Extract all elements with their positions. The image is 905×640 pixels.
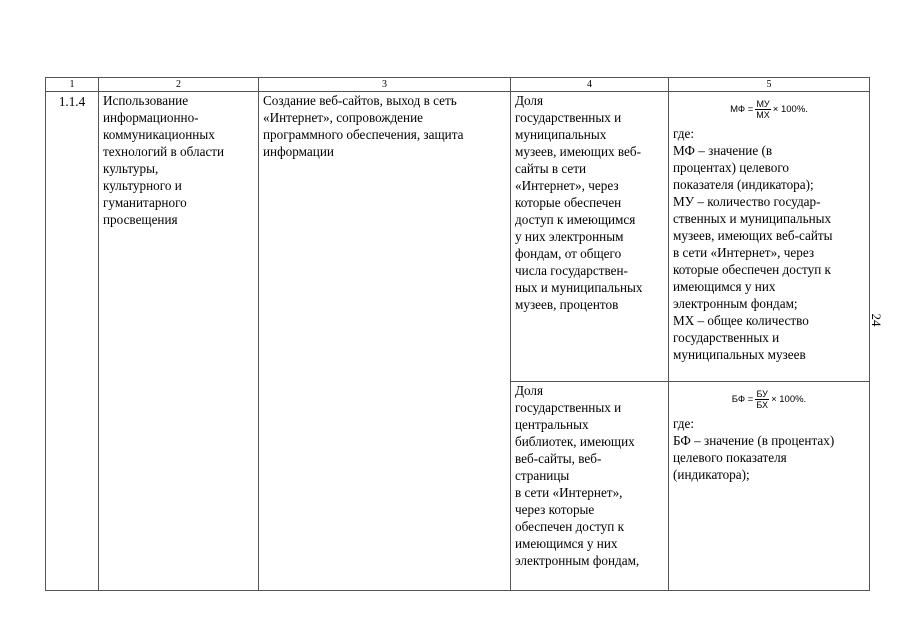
formula-denominator: МХ [756,109,770,120]
column-number-2: 2 [99,78,259,92]
libraries-explanation: где: БФ – значение (в процентах) целевого показателя (индикатора); [673,416,835,482]
museums-formula [673,93,865,125]
indicator-museums-method [669,92,870,382]
table-row [46,92,870,382]
column-number-3: 3 [259,78,511,92]
page-number: 24 [869,313,884,327]
formula-lhs: БФ = [731,393,754,405]
formula-numerator: БУ [756,388,768,399]
formula-numerator: МУ [756,98,770,109]
table-header-row [46,78,870,92]
museums-explanation: где: МФ – значение (в процентах) целевого показателя (индикатора); МУ – количество государ- ственных и муниципальных музеев, имеющих веб-сайты в сети «Интернет», через которые обеспечен доступ к имеющимся у них электронным фондам; МХ – общее количество государственных и муниципальных музеев [673,126,833,362]
formula-rhs: × 100%. [771,393,807,405]
measure-name-cell: Использование информационно- коммуникационных технологий в области культуры, культурного и гуманитарного просвещения [99,92,259,591]
activity-cell: Создание веб-сайтов, выход в сеть «Интернет», сопровождение программного обеспечения, защита информации [259,92,511,591]
row-number-cell: 1.1.4 [46,92,99,591]
column-number-1: 1 [46,78,99,92]
formula-lhs: МФ = [730,103,754,115]
libraries-formula [673,383,865,415]
column-number-5: 5 [669,78,870,92]
formula-fraction [755,99,771,120]
formula-denominator: БХ [756,399,769,410]
formula-fraction [755,389,769,410]
indicator-libraries-method [669,382,870,591]
indicator-libraries-name: Доля государственных и центральных библиотек, имеющих веб-сайты, веб- страницы в сети «Интернет», через которые обеспечен доступ к имеющимся у них электронным фондам, [511,382,669,591]
formula-rhs: × 100%. [772,103,808,115]
indicators-table [45,77,870,591]
indicator-museums-name: Доля государственных и муниципальных музеев, имеющих веб- сайты в сети «Интернет», через которые обеспечен доступ к имеющимся у них электронным фондам, от общего числа государствен- ных и муниципальных музеев, процентов [511,92,669,382]
column-number-4: 4 [511,78,669,92]
